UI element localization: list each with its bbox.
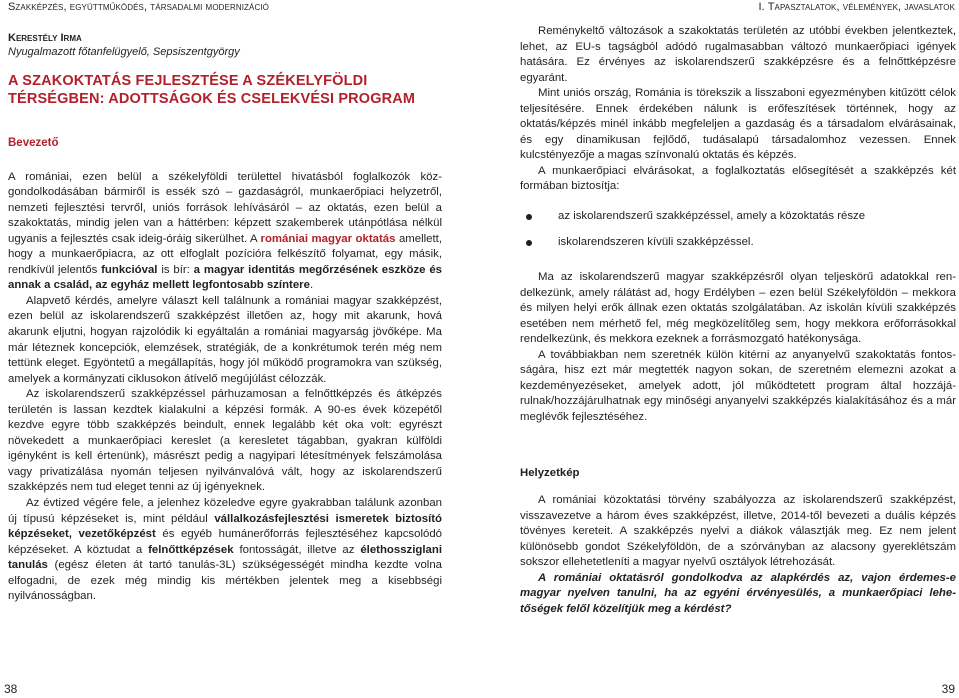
page-number-left: 38	[4, 682, 18, 696]
list-item: az iskolarendszerű szakképzéssel, amely a közoktatás része	[520, 209, 956, 225]
forms-list	[520, 209, 956, 250]
bullet-icon	[526, 240, 532, 246]
running-head-left: Szakképzés, együttműködés, társadalmi modernizáció	[8, 1, 269, 13]
running-head-right: I. Tapasztalatok, vélemények, javaslatok	[758, 1, 955, 13]
paragraph-data-availability: Ma az iskolarendszerű magyar szakképzésről olyan teljeskörű adatokkal rendelkezünk, amely rálátást ad, hogy Erdélyben – ezen belül Székelyföldön – mekkora és milyen helyi erők állnak ezen oktatás szolgálatában. Az iskolán kívüli szakképzés esetében nem mérhető fel, még megközelítőleg sem, hogy mekkora erőforrásokkal rendelkezünk, és mekkora ezeknek a forrásmozgató hatékonysága.	[520, 271, 956, 346]
paragraph-further-analysis: A továbbiakban nem szeretnék külön kitérni az anyanyelvű szakoktatás fontosságára, hisz ezt már megtették nagyon sokan, de szeretném elemezni azokat a kezdeményezéseket, amelyek adott, jól működtetett program által hozzájárulnak/hozzájárulhatnak egy minőségi anyanyelvi szakképzés kialakításához és a már meglévők fejlesztéséhez.	[520, 348, 956, 424]
paragraph-education-law: A romániai közoktatási törvény szabályozza az iskolarendszerű szakképzést, visszavezetve a három éves szakképzést, illetve, 2014-től bevezeti a duális képzés tövényes kereteit. A szakképzés nyelvi a diákok választják meg. Ez nem jelent különösebb gondot Székelyföldön, de a szórványban az alacsony gyereklétszám sokszor ellehetetleníti a magyar nyelvű osztályok létrehozását.	[520, 494, 956, 569]
bullet-icon	[526, 214, 532, 220]
list-item: iskolarendszeren kívüli szakképzéssel.	[520, 235, 956, 251]
paragraph-new-trainings: Az évtized végére fele, a jelenhez közeledve egyre gyakrabban találunk azonban új típusú képzéseket is, mint például vállalkozásfejlesztési ismeretek biztosító képzéseket, vezetőképzést és egyéb humánerőforrás fejlesztéséhez kapcsolódó képzéseket. A köztudat a felnőttképzések fontosságát, illetve az élethossziglani tanulás (egész életen át tartó tanulás-3L) szükségességét mindha kezdte volna elfogadni, de ezek még mindig kis mértékben jelentek meg a kisebbségi nyilvánosságban.	[8, 497, 443, 603]
paragraph-basic-question: Alapvető kérdés, amelyre választ kell találnunk a romániai magyar szakképzést, ezen belül az iskolarendszerű szakképzést illetően az, hogy mit akarunk, hová akarunk eljutni, hogyan rajzolódik ki egyáltalán a romániai magyarság jövőképe. Ma már léteznek koncepciók, elemzések, stratégiák, de a konkrétumok terén még nem tettünk eleget. Egyöntetű a megállapítás, hogy jól működő programokra van szükség, amelyek a kormányzati ciklusokon átívelő megújúlást célozzák.	[8, 294, 442, 385]
author-name: Kerestély Irma	[8, 32, 82, 44]
paragraph-intro: A romániai, ezen belül a székelyföldi területtel hivatásból foglalkozók közgondolkodásában bármiről is essék szó – gazdaságról, munkaerőpiaci helyzetről, nemzeti fejlesztési tervről, uniós források lehívásáról – az oktatás, ezen belül a szakoktatás, mindig jelen van a háttérben: képzett szakemberek utánpótlása nélkül ugyanis a fejlesztés csak ideig-óráig sikerülhet. A romániai magyar oktatás amellett, hogy a munkaerőpiacra, az ott elfoglalt pozícióra felkészítő folyamat, egy másik, rendkívül jelentős funkcióval is bír: a magyar identitás megőrzésének eszköze és annak a család, az egyház mellett legfontosabb színtere.	[8, 170, 443, 292]
paragraph-two-forms: A munkaerőpiaci elvárásokat, a foglalkoztatás elősegítését a szakképzés két formában biztosítja:	[520, 164, 956, 193]
paragraph-lisbon-goals: Mint uniós ország, Románia is törekszik a lisszaboni egyezményben kitűzött célok teljesítésére. Ennek érdekében nálunk is erőfeszítések történnek, hogy az oktatás/képzés minél inkább megfeleljen a gazdaság és a társadalom elvárásainak, és egy dinamikusan fejlődő, tudásalapú társadalomhoz vezessen. Ennek kulcstényezője a magas színvonalú oktatás és képzés.	[520, 87, 956, 162]
right-column	[520, 24, 956, 618]
page-number-right: 39	[941, 682, 955, 696]
author-role: Nyugalmazott főtanfelügyelő, Sepsiszentgyörgy	[8, 46, 240, 58]
left-column	[8, 24, 442, 605]
paragraph-key-question: A romániai oktatásról gondolkodva az alapkérdés az, vajon érdemes-e magyar nyelven tanulni, ha az egyéni érvényesülés, a munkaerőpiaci lehetőségek felől közelítjük meg a kérdést?	[520, 571, 956, 615]
paragraph-adult-education: Az iskolarendszerű szakképzéssel párhuzamosan a felnőttképzés és átképzés területén is lassan kezdtek kialakulni a képzési formák. A 90-es évek közepétől kezdve egyre több szakképzés beindult, ennek legalább két oka volt: egyrészt növekedett a munkaerőpiaci kereslet (a keresletet tágabban, gyakran külföldi igényként is kell értenünk), másrészt pedig a nagyipari létesítmények felszámolása vagy privatizálása nyomán teljesen nyilvánvalóvá vált, hogy az iskolarendszerű szakképzés nem tud eleget tenni az új igényeknek.	[8, 388, 442, 494]
section-heading-situation: Helyzetkép	[520, 466, 580, 479]
section-heading-intro: Bevezető	[8, 137, 59, 149]
article-title: A SZAKOKTATÁS FEJLESZTÉSE A SZÉKELYFÖLDI TÉRSÉGBEN: ADOTTSÁGOK ÉS CSELEKVÉSI PROGRAM	[8, 73, 416, 107]
paragraph-hopeful-changes: Reménykeltő változások a szakoktatás területén az utóbbi években jelentkeztek, lehet, az EU-s tagságból adódó rugalmasabban változó munkaerőpiaci igények hatására. Ez érvényes az iskolarendszerű szakképzésre és a felnőttképzésre egyaránt.	[520, 25, 956, 84]
